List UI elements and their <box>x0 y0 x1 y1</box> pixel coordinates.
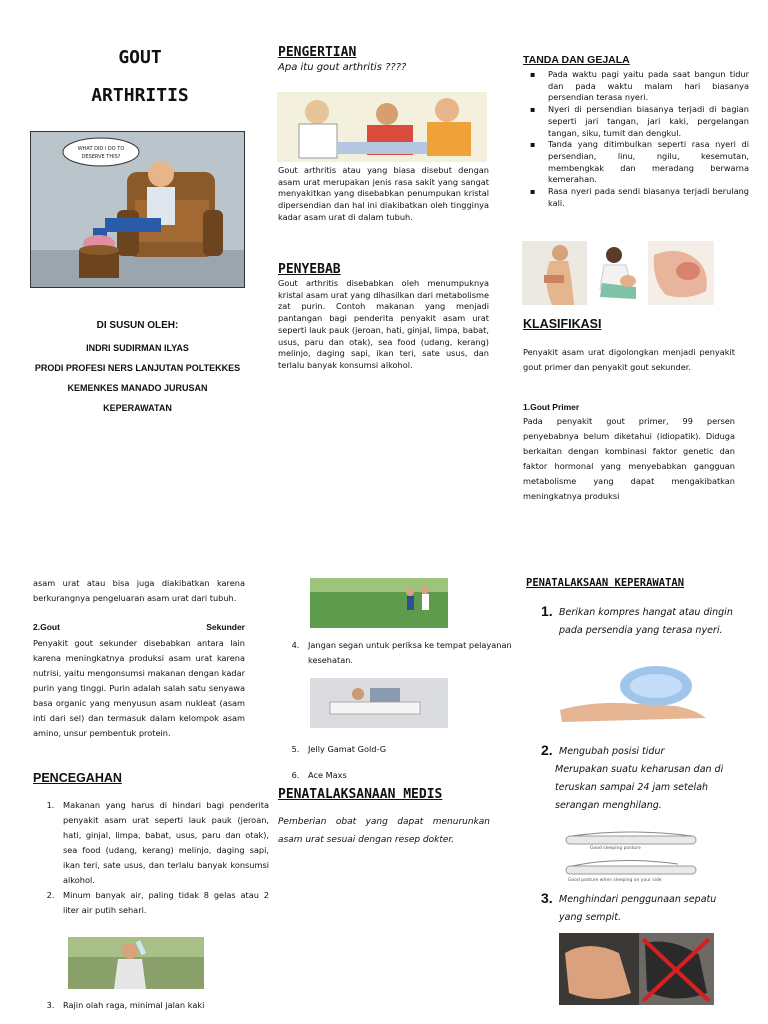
pencegahan-heading: PENCEGAHAN <box>33 771 122 785</box>
keperawatan-text-1: Berikan kompres hangat atau dingin pada persendia yang terasa nyeri. <box>559 607 733 636</box>
back-pain-image <box>522 241 587 305</box>
gout-sekunder-text: Penyakit gout sekunder disebabkan antara lain karena meningkatnya produksi asam urat karena nutrisi, yaitu mengonsumsi makanan dengan kadar purin yang tinggi. Purin adalah salah satu senyawa basa organic yang menyusun asam nukleat (asam inti dari sel) dan termasuk dalam kelompok asam amino, unsur pembentuk protein. <box>33 638 245 738</box>
pencegahan-list-b <box>33 998 269 1013</box>
cover-title-line2: ARTHRITIS <box>91 85 189 106</box>
keperawatan-text-2b: Merupakan suatu keharusan dan di teruskan sampai 24 jam setelah serangan menghilang. <box>555 764 724 811</box>
pengertian-heading: PENGERTIAN <box>278 45 357 60</box>
medis-heading: PENATALAKSANAAN MEDIS <box>278 787 443 802</box>
keperawatan-num-3: 3. <box>541 890 553 906</box>
pencegahan-item: 4. Jangan segan untuk periksa ke tempat pelayanan kesehatan. <box>302 638 514 668</box>
sleep-posture-image <box>558 826 708 888</box>
gout-sekunder-label-right: Sekunder <box>206 622 245 632</box>
gout-sekunder-heading <box>33 622 245 632</box>
gout-primer-heading: 1.Gout Primer <box>523 402 580 412</box>
penyebab-text: Gout arthritis disebabkan oleh menumpuknya kristal asam urat yang dihasilkan dari metabolisme zat purin. Contoh makanan yang menjadi pantangan bagi penderita penyakit asam urat seperti lauk pauk (jeroan, hati, ginjal, limpa, babat, usus, paru dan otak), sea food (udang, kerang) melinjo, daging sapi, ikan teri, sate usus, dan terlalu banyak konsumsi alkohol. <box>278 278 489 370</box>
keperawatan-num-1: 1. <box>541 603 553 619</box>
credit-line-1: INDRI SUDIRMAN ILYAS <box>86 343 189 353</box>
pencegahan-item: 5. Jelly Gamat Gold-G <box>302 736 514 762</box>
svg-text:WHAT DID I DO TO: WHAT DID I DO TO <box>77 146 125 152</box>
cold-compress-image <box>556 660 711 722</box>
checkup-image <box>310 678 448 728</box>
tight-shoes-image <box>559 933 714 1005</box>
tanda-item: ▪ Nyeri di persendian biasanya terjadi di bagian seperti jari tangan, jari kaki, pergelangan tangan, siku, tumit dan dengkul. <box>542 104 749 139</box>
keperawatan-heading: PENATALAKSAAN KEPERAWATAN <box>526 577 685 589</box>
credit-line-3: KEMENKES MANADO JURUSAN <box>67 383 208 393</box>
credit-line-2: PRODI PROFESI NERS LANJUTAN POLTEKKES <box>34 363 241 373</box>
pencegahan-item: 1. Makanan yang harus di hindari bagi penderita penyakit asam urat seperti lauk pauk (jeroan, hati, ginjal, limpa, babat, usus, paru dan otak), sea food (udang, kerang) melinjo, daging sapi, ikan teri, sate usus, dan terlalu banyak konsumsi alkohol. <box>57 798 269 888</box>
gout-primer-text: Pada penyakit gout primer, 99 persen penyebabnya belum diketahui (idiopatik). Diduga berkaitan dengan kombinasi faktor genetic dan faktor hormonal yang menyebabkan gangguan metabolisme yang dapat mengakibatkan meningkatnya produksi <box>523 416 735 501</box>
klasifikasi-heading: KLASIFIKASI <box>523 317 602 331</box>
pencegahan-list-a <box>33 798 269 918</box>
pengertian-question: Apa itu gout arthritis ???? <box>278 62 407 73</box>
pencegahan-list-d <box>278 736 514 788</box>
tanda-list <box>528 69 749 209</box>
gout-sekunder-label-left: 2.Gout <box>33 622 60 632</box>
tanda-item: ▪ Pada waktu pagi yaitu pada saat bangun tidur dan pada waktu malam hari biasanya persendian terasa nyeri. <box>542 69 749 104</box>
tanda-item: ▪ Tanda yang ditimbulkan seperti rasa nyeri di persendian, linu, ngilu, kesemutan, membengkak dan meradang berwarna kemerahan. <box>542 139 749 186</box>
pencegahan-item: 6. Ace Maxs <box>302 762 514 788</box>
lanjutan-text: asam urat atau bisa juga diakibatkan karena berkurangnya pengeluaran asam urat dari tubuh. <box>33 578 245 603</box>
klasifikasi-intro: Penyakit asam urat digolongkan menjadi penyakit gout primer dan penyakit gout sekunder. <box>523 347 735 372</box>
medis-text: Pemberian obat yang dapat menurunkan asam urat sesuai dengan resep dokter. <box>278 817 490 845</box>
penyebab-heading: PENYEBAB <box>278 262 341 277</box>
cover-title-line1: GOUT <box>118 47 162 68</box>
keperawatan-text-3: Menghindari penggunaan sepatu yang sempit. <box>559 894 717 923</box>
jogging-image <box>310 578 448 628</box>
cover-cartoon-image <box>30 131 245 288</box>
tanda-heading: TANDA DAN GEJALA <box>523 54 630 66</box>
posture-caption-1: Good sleeping posture <box>590 846 641 851</box>
pengertian-text: Gout arthritis atau yang biasa disebut dengan asam urat merupakan jenis rasa sakit yang sangat menyakitkan yang disebabkan penumpukan kristal dipersendian dan hal ini diakibatkan oleh tingginya kadar asam urat di dalam tubuh. <box>278 165 489 222</box>
credit-heading: DI SUSUN OLEH: <box>96 320 179 331</box>
pencegahan-list-c <box>278 638 514 668</box>
swollen-foot-image <box>648 241 714 305</box>
tanda-item: ▪ Rasa nyeri pada sendi biasanya terjadi berulang kali. <box>542 186 749 209</box>
svg-text:DESERVE THIS?: DESERVE THIS? <box>81 154 121 160</box>
keperawatan-num-2: 2. <box>541 742 553 758</box>
drinking-water-image <box>68 937 204 989</box>
posture-caption-2: Good posture when sleeping on your side <box>568 878 662 883</box>
credit-line-4: KEPERAWATAN <box>103 403 172 413</box>
pencegahan-item: 3. Rajin olah raga, minimal jalan kaki <box>57 998 269 1013</box>
knee-pain-image <box>592 243 644 303</box>
pencegahan-item: 2. Minum banyak air, paling tidak 8 gelas atau 2 liter air putih sehari. <box>57 888 269 918</box>
pengertian-cartoon-image <box>277 92 487 162</box>
keperawatan-text-2a: Mengubah posisi tidur <box>559 746 665 757</box>
